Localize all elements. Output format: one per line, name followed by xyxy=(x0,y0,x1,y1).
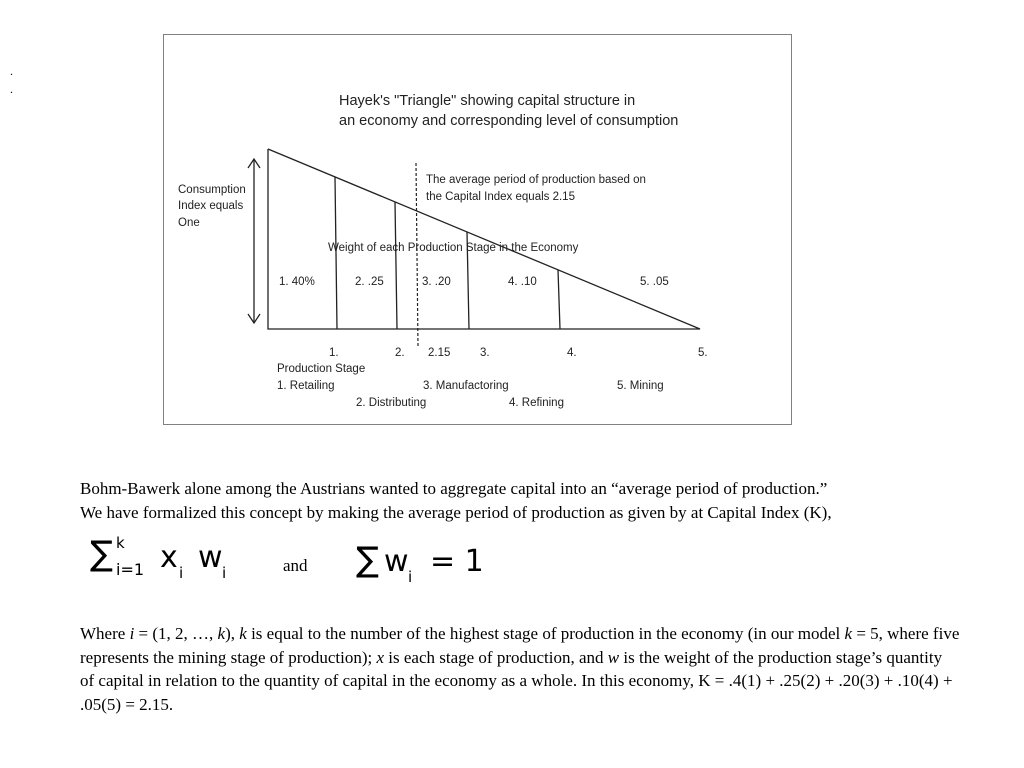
def-text: is the weight of the production stage’s quantity of capital in relation to the quantity of capital in the economy as a whole. In this economy, K = .4(1) + .25(2) + .20(3) + .10(4) + .05(5) = 2.15. xyxy=(80,647,953,714)
stage-weight-3: 3. .20 xyxy=(422,276,451,288)
axis-tick-5: 5. xyxy=(698,347,708,359)
legend-item-manufactoring: 3. Manufactoring xyxy=(423,380,509,392)
axis-tick-2-15: 2.15 xyxy=(428,347,451,359)
stage-weight-4: 4. .10 xyxy=(508,276,537,288)
paragraph-intro-line1: Bohm-Bawerk alone among the Austrians wanted to aggregate capital into an “average period of production.” xyxy=(80,479,828,498)
consumption-label-line2: Index equals xyxy=(178,200,244,212)
average-period-marker xyxy=(416,163,418,347)
axis-tick-3: 3. xyxy=(480,347,490,359)
formula2-var-w: w xyxy=(384,544,409,579)
def-text: = 5, where five represents the mining stage of production); xyxy=(80,624,960,667)
formula-var-x: x xyxy=(160,540,178,575)
weight-sum-formula xyxy=(356,540,496,592)
def-var-i: i xyxy=(129,624,135,643)
consumption-label-line3: One xyxy=(178,217,200,229)
sigma-symbol-2: ∑ xyxy=(356,540,379,580)
def-var-k: k xyxy=(217,624,226,643)
average-period-note-line1: The average period of production based on xyxy=(426,174,646,186)
def-var-x: x xyxy=(376,647,385,667)
margin-marks: . . xyxy=(10,64,13,96)
legend-item-retailing: 1. Retailing xyxy=(277,380,335,392)
formula-sub-x: i xyxy=(179,564,184,582)
legend-item-distributing: 2. Distributing xyxy=(356,397,427,409)
def-text: Where xyxy=(80,624,130,643)
axis-tick-1: 1. xyxy=(329,347,339,359)
legend-title: Production Stage xyxy=(277,363,366,375)
def-text: = (1, 2, …, xyxy=(134,624,218,643)
def-var-k: k xyxy=(239,624,247,643)
diagram-title-line1: Hayek's "Triangle" showing capital structure in xyxy=(339,93,636,109)
average-period-note-line2: the Capital Index equals 2.15 xyxy=(426,191,575,203)
weight-label: Weight of each Production Stage in the Economy xyxy=(328,242,579,254)
def-text: is equal to the number of the highest stage of production in the economy (in our model xyxy=(246,624,845,643)
hayek-triangle-figure xyxy=(163,34,792,425)
capital-index-formula xyxy=(90,534,250,590)
formula-sub-w: i xyxy=(222,564,227,582)
formula2-sub-w: i xyxy=(408,568,413,586)
paragraph-definition xyxy=(80,622,960,716)
hayek-triangle-diagram xyxy=(164,35,793,426)
and-connector: and xyxy=(283,556,308,575)
legend-item-refining: 4. Refining xyxy=(509,397,564,409)
diagram-title-line2: an economy and corresponding level of consumption xyxy=(339,113,679,129)
legend-item-mining: 5. Mining xyxy=(617,380,664,392)
stage-weight-1: 1. 40% xyxy=(279,276,315,288)
formula-var-w: w xyxy=(198,540,223,575)
formula2-rhs: = 1 xyxy=(430,544,484,579)
consumption-arrow xyxy=(248,159,260,323)
sigma-lower-bound: i=1 xyxy=(116,560,145,579)
stage-weight-5: 5. .05 xyxy=(640,276,669,288)
paragraph-intro xyxy=(80,477,980,524)
stage-weight-2: 2. .25 xyxy=(355,276,384,288)
def-text: ), xyxy=(225,624,240,643)
def-text: is each stage of production, and xyxy=(384,647,608,667)
axis-tick-4: 4. xyxy=(567,347,577,359)
paragraph-intro-line2: We have formalized this concept by making the average period of production as given by at Capital Index (K), xyxy=(80,502,832,522)
def-var-w: w xyxy=(607,647,620,667)
axis-tick-2: 2. xyxy=(395,347,405,359)
sigma-symbol: ∑ xyxy=(90,534,113,574)
consumption-label-line1: Consumption xyxy=(178,184,246,196)
def-var-k: k xyxy=(844,624,853,643)
sigma-upper-bound: k xyxy=(116,534,125,552)
